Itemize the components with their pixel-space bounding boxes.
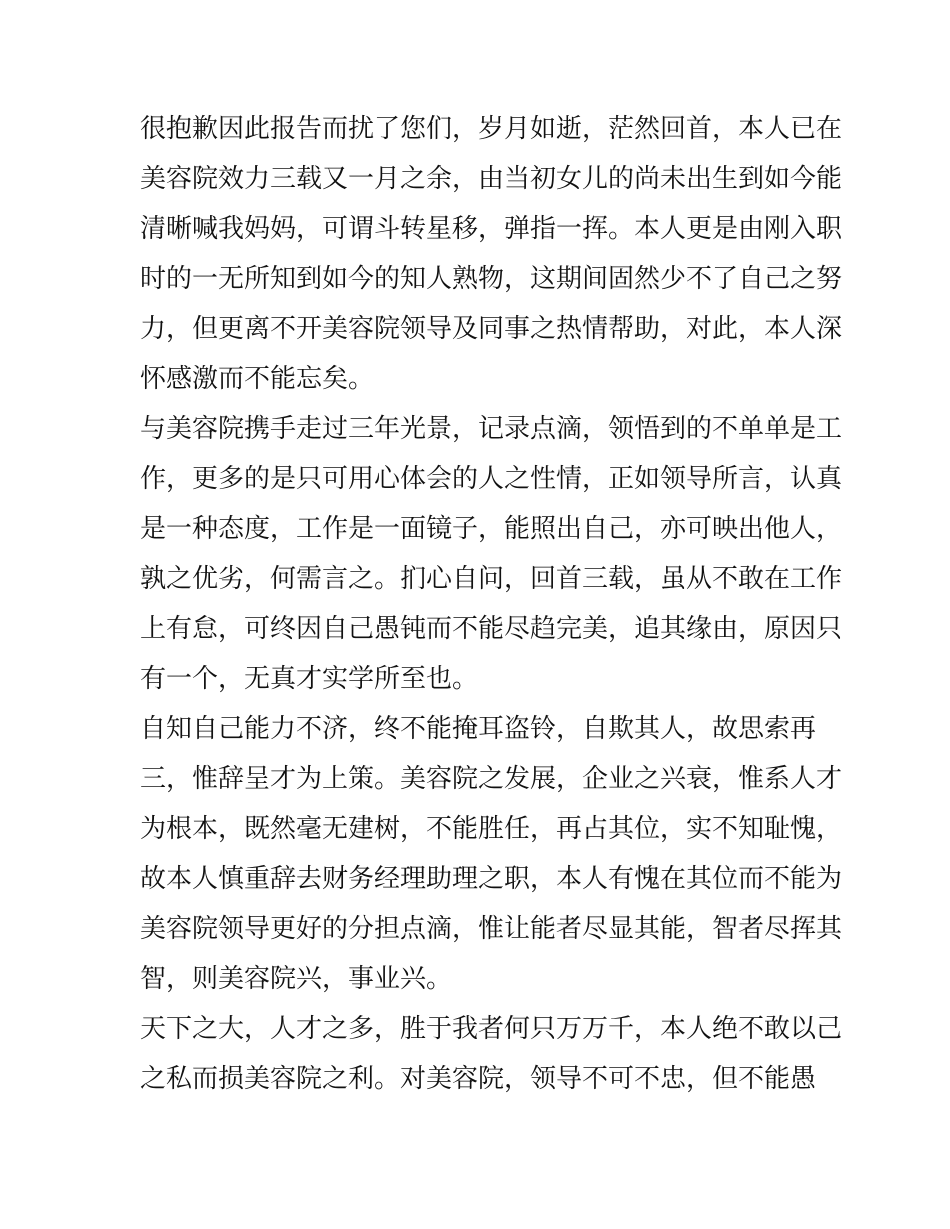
text-line: 作，更多的是只可用心体会的人之性情，正如领导所言，认真 [140,464,843,494]
text-line: 力，但更离不开美容院领导及同事之热情帮助，对此，本人深 [140,314,843,344]
text-line: 故本人慎重辞去财务经理助理之职，本人有愧在其位而不能为 [140,864,843,894]
text-line: 三，惟辞呈才为上策。美容院之发展，企业之兴衰，惟系人才 [140,764,843,794]
text-line: 是一种态度，工作是一面镜子，能照出自己，亦可映出他人， [140,514,843,544]
text-line: 美容院效力三载又一月之余，由当初女儿的尚未出生到如今能 [140,164,843,194]
text-line: 美容院领导更好的分担点滴，惟让能者尽显其能，智者尽挥其 [140,914,843,944]
text-line: 孰之优劣，何需言之。扪心自问，回首三载，虽从不敢在工作 [140,564,843,594]
text-line: 很抱歉因此报告而扰了您们，岁月如逝，茫然回首，本人已在 [140,114,843,144]
text-line: 自知自己能力不济，终不能掩耳盗铃，自欺其人，故思索再 [140,714,817,744]
text-line: 上有怠，可终因自己愚钝而不能尽趋完美，追其缘由，原因只 [140,614,843,644]
text-line: 时的一无所知到如今的知人熟物，这期间固然少不了自己之努 [140,264,843,294]
text-line: 天下之大，人才之多，胜于我者何只万万千，本人绝不敢以己 [140,1014,843,1044]
text-line: 智，则美容院兴，事业兴。 [140,964,453,994]
text-line: 怀感激而不能忘矣。 [140,364,375,394]
text-line: 有一个，无真才实学所至也。 [140,664,479,694]
text-line: 之私而损美容院之利。对美容院，领导不可不忠，但不能愚 [140,1064,817,1094]
text-line: 清晰喊我妈妈，可谓斗转星移，弹指一挥。本人更是由刚入职 [140,214,843,244]
text-line: 为根本，既然毫无建树，不能胜任，再占其位，实不知耻愧， [140,814,843,844]
text-line: 与美容院携手走过三年光景，记录点滴，领悟到的不单单是工 [140,414,843,444]
